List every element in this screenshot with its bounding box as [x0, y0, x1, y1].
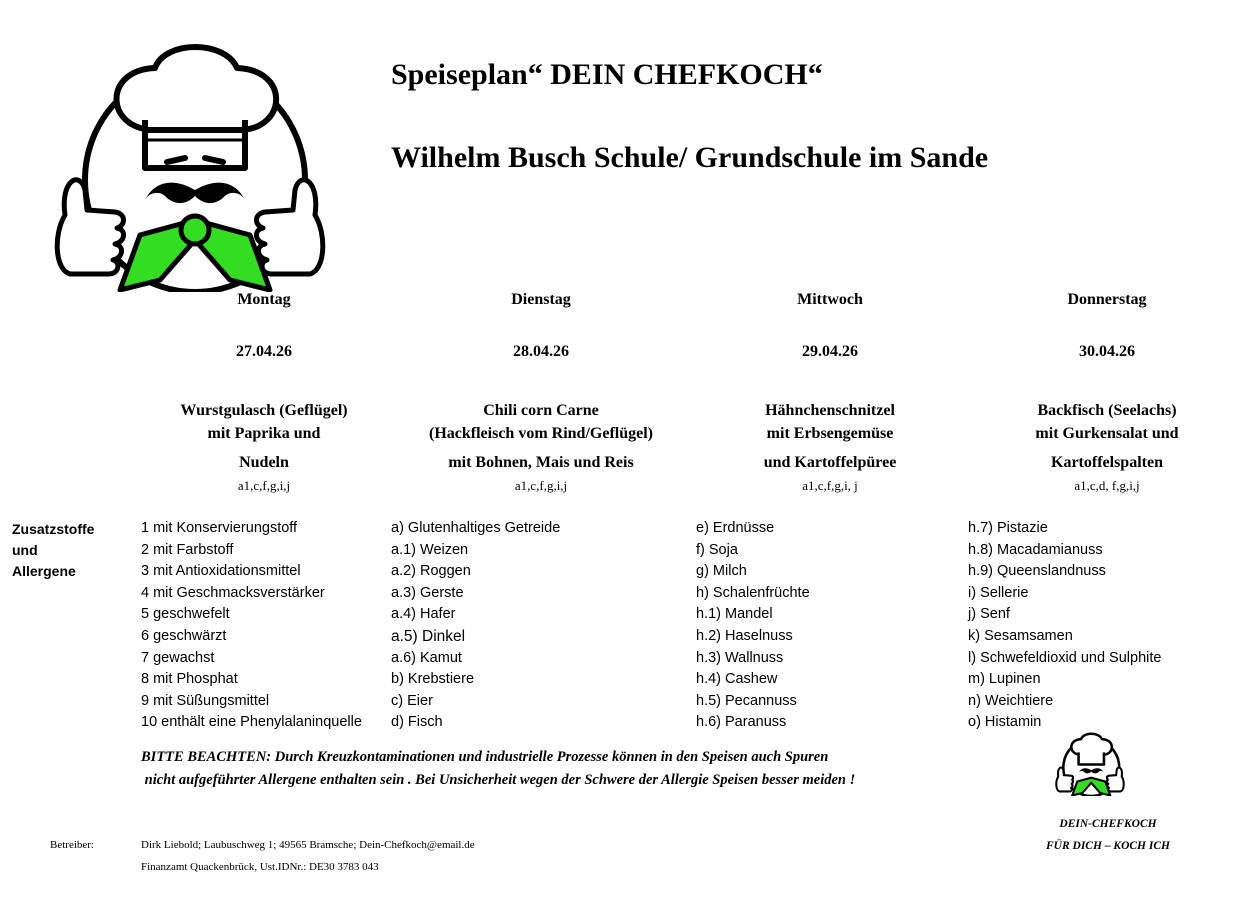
dish-line: Kartoffelspalten: [1051, 454, 1163, 471]
legend-item: a.2) Roggen: [391, 563, 471, 580]
operator-tax-id: Finanzamt Quackenbrück, Ust.IDNr.: DE30 3783 043: [141, 861, 379, 873]
legend-item: 6 geschwärzt: [141, 627, 227, 644]
legend-item: h.4) Cashew: [696, 671, 778, 688]
legend-item: h.1) Mandel: [696, 606, 773, 623]
legend-item: b) Krebstiere: [391, 671, 475, 688]
allergen-codes-wednesday: a1,c,f,g,i, j: [802, 478, 858, 493]
day-date-monday: 27.04.26: [236, 343, 292, 360]
legend-title-line: und: [12, 542, 38, 558]
legend-item: e) Erdnüsse: [696, 520, 775, 536]
dish-thursday: [962, 399, 1237, 474]
day-name-thursday: Donnerstag: [1067, 291, 1147, 308]
legend-item: f) Soja: [696, 541, 738, 558]
day-date-tuesday: 28.04.26: [513, 343, 569, 360]
legend-item: h.3) Wallnuss: [696, 649, 784, 666]
legend-item: k) Sesamsamen: [968, 627, 1073, 644]
legend-item: g) Milch: [696, 563, 747, 580]
legend-item: i) Sellerie: [968, 584, 1029, 601]
dish-line: (Hackfleisch vom Rind/Geflügel): [429, 425, 653, 442]
dish-line: mit Erbsengemüse: [766, 425, 894, 442]
operator-label: Betreiber:: [50, 839, 94, 851]
legend-item: a.4) Hafer: [391, 606, 456, 623]
legend-title: [12, 519, 94, 582]
legend-item: a.3) Gerste: [391, 584, 464, 601]
dish-wednesday: [685, 399, 975, 474]
dish-line: mit Bohnen, Mais und Reis: [448, 454, 634, 471]
legend-item: 3 mit Antioxidationsmittel: [141, 563, 301, 580]
legend-item: h.5) Pecannuss: [696, 692, 797, 709]
legend-item: a.6) Kamut: [391, 649, 462, 666]
allergen-codes-monday: a1,c,f,g,i,j: [237, 478, 291, 493]
dish-tuesday: [396, 399, 686, 474]
dish-line: Wurstgulasch (Geflügel): [180, 402, 348, 419]
legend-item: a.5) Dinkel: [391, 627, 466, 645]
legend-allergens-h7-o: [968, 518, 1161, 734]
dish-monday: [119, 399, 409, 474]
day-name-tuesday: Dienstag: [511, 291, 571, 308]
legend-item: c) Eier: [391, 692, 433, 709]
chef-logo-small: [1048, 732, 1132, 796]
legend-item: 10 enthält eine Phenylalaninquelle: [141, 714, 362, 731]
legend-item: h.6) Paranuss: [696, 714, 787, 731]
dish-line: Chili corn Carne: [483, 402, 599, 419]
legend-item: m) Lupinen: [968, 671, 1041, 688]
chef-logo: [45, 40, 335, 292]
school-name: Wilhelm Busch Schule/ Grundschule im Sande: [391, 141, 989, 174]
operator-address: Dirk Liebold; Laubuschweg 1; 49565 Bramsche; Dein-Chefkoch@email.de: [141, 839, 475, 851]
legend-item: h.2) Haselnuss: [696, 627, 793, 644]
dish-line: und Kartoffelpüree: [763, 454, 897, 471]
legend-item: 4 mit Geschmacksverstärker: [141, 584, 325, 601]
brand-name: DEIN-CHEFKOCH: [1059, 818, 1157, 830]
brand-slogan: FÜR DICH – KOCH ICH: [1046, 840, 1170, 852]
legend-item: a.1) Weizen: [391, 541, 469, 558]
legend-item: h.8) Macadamianuss: [968, 541, 1103, 558]
allergen-codes-tuesday: a1,c,f,g,i,j: [514, 478, 568, 493]
day-date-thursday: 30.04.26: [1079, 343, 1135, 360]
legend-item: h.9) Queenslandnuss: [968, 563, 1106, 580]
dish-line: Nudeln: [239, 454, 289, 471]
legend-title-line: Allergene: [12, 563, 76, 579]
dish-line: Backfisch (Seelachs): [1037, 402, 1177, 419]
day-name-monday: Montag: [237, 291, 291, 308]
legend-item: 9 mit Süßungsmittel: [141, 692, 270, 709]
allergy-notice: [141, 746, 855, 792]
dish-line: mit Gurkensalat und: [1035, 425, 1179, 442]
legend-item: n) Weichtiere: [968, 692, 1054, 709]
legend-item: 2 mit Farbstoff: [141, 541, 234, 558]
legend-item: l) Schwefeldioxid und Sulphite: [968, 649, 1162, 666]
dish-line: Hähnchenschnitzel: [765, 402, 895, 419]
legend-item: j) Senf: [968, 606, 1010, 623]
day-name-wednesday: Mittwoch: [797, 291, 863, 308]
legend-item: h) Schalenfrüchte: [696, 584, 810, 601]
dish-line: mit Paprika und: [207, 425, 321, 442]
notice-line: nicht aufgeführter Allergene enthalten sein . Bei Unsicherheit wegen der Schwere der Allergie Speisen besser meiden !: [141, 772, 856, 788]
legend-allergens-e-h6: [696, 518, 810, 734]
legend-allergens-a-d: [391, 518, 560, 734]
legend-item: 5 geschwefelt: [141, 606, 230, 623]
legend-item: 8 mit Phosphat: [141, 671, 238, 688]
allergen-codes-thursday: a1,c,d, f,g,i,j: [1074, 478, 1140, 493]
menu-title: Speiseplan“ DEIN CHEFKOCH“: [391, 58, 823, 91]
legend-item: 1 mit Konservierungstoff: [141, 520, 298, 536]
legend-item: d) Fisch: [391, 714, 443, 731]
notice-line: BITTE BEACHTEN: Durch Kreuzkontaminationen und industrielle Prozesse können in den Speisen auch Spuren: [141, 749, 829, 765]
day-date-wednesday: 29.04.26: [802, 343, 858, 360]
legend-item: 7 gewachst: [141, 649, 215, 666]
legend-additives: [141, 518, 362, 734]
legend-item: o) Histamin: [968, 714, 1042, 731]
legend-title-line: Zusatzstoffe: [12, 521, 95, 537]
legend-item: a) Glutenhaltiges Getreide: [391, 520, 561, 536]
brand-signature: [1008, 813, 1208, 857]
legend-item: h.7) Pistazie: [968, 520, 1048, 536]
